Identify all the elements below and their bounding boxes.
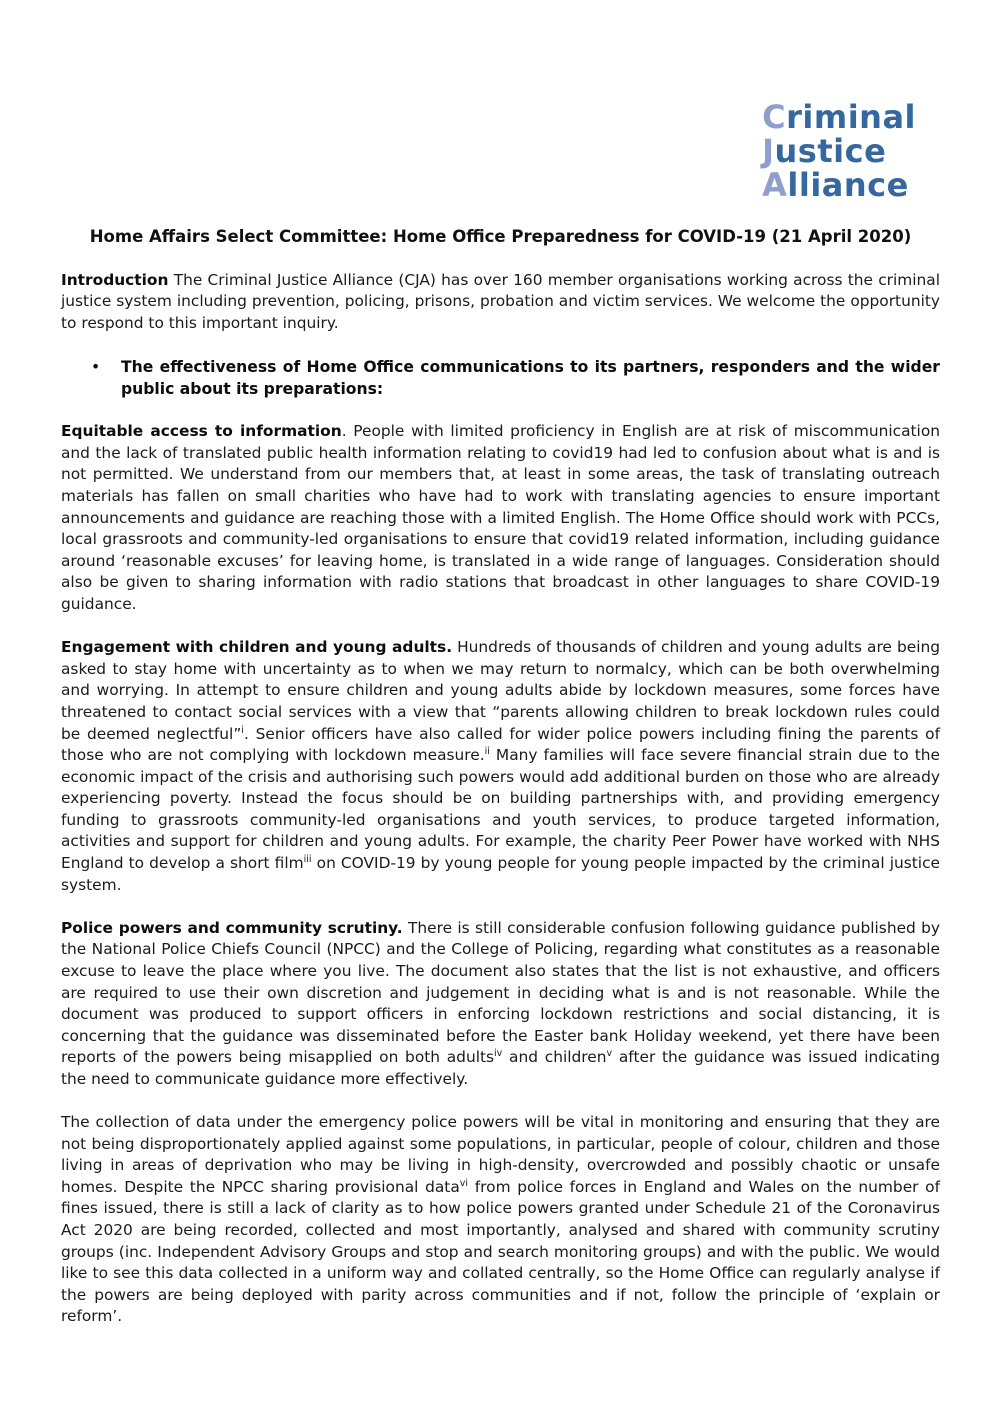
- logo-line-alliance: [762, 168, 916, 202]
- logo-initial-a: A: [762, 166, 788, 204]
- logo-line-justice: [762, 134, 916, 168]
- document-title: Home Affairs Select Committee: Home Office Preparedness for COVID-19 (21 April 2020): [89, 227, 912, 246]
- logo-rest-justice: ustice: [774, 132, 887, 170]
- text-run: . Senior officers have also called for wider police powers including fining the parents of those who are not complying with lockdown measure.: [61, 724, 940, 765]
- bullet-text: The effectiveness of Home Office communications to its partners, responders and the wider public about its preparations:: [121, 357, 940, 398]
- logo-line-criminal: [762, 100, 916, 134]
- text-run: on COVID-19 by young people for young people impacted by the criminal justice system.: [61, 854, 940, 894]
- footnote-ref-v: v: [606, 1048, 613, 1060]
- logo-initial-j: J: [762, 132, 775, 170]
- footnote-ref-i: i: [241, 724, 244, 736]
- paragraph-lead: Equitable access to information: [61, 422, 342, 441]
- paragraph-equitable-access: [61, 421, 940, 615]
- text-run: The collection of data under the emergency police powers will be vital in monitoring and ensuring that they are not being disproportionately applied against some populations, in particular, people of colour, children and those living in areas of deprivation who may be living in high-density, overcrowded and possibly chaotic or unsafe homes. Despite the NPCC sharing provisional data: [61, 1113, 940, 1196]
- logo-rest-alliance: lliance: [787, 166, 909, 204]
- footnote-ref-vi: vi: [459, 1177, 469, 1189]
- paragraph-lead: Engagement with children and young adults.: [61, 638, 453, 657]
- paragraph-data-collection: [61, 1112, 940, 1328]
- logo-rest-criminal: riminal: [786, 98, 916, 136]
- text-run: from police forces in England and Wales on the number of fines issued, there is still a lack of clarity as to how police powers granted under Schedule 21 of the Coronavirus Act 2020 are being recorded, collected and most importantly, analysed and shared with community scrutiny groups (inc. Independent Advisory Groups and stop and search monitoring groups) and with the public. We would like to see this data collected in a uniform way and collated centrally, so the Home Office can regularly analyse if the powers are being deployed with parity across communities and if not, follow the principle of ‘explain or reform’.: [61, 1177, 941, 1326]
- paragraph-introduction: [61, 270, 940, 335]
- text-run: after the guidance was issued indicating the need to communicate guidance more effectively.: [61, 1048, 940, 1088]
- paragraph-police-powers: [61, 918, 940, 1091]
- text-run: The Criminal Justice Alliance (CJA) has over 160 member organisations working across the criminal justice system including prevention, policing, prisons, probation and victim services. We welcome the opportunity to respond to this important inquiry.: [61, 270, 940, 332]
- bullet-icon: •: [91, 357, 101, 376]
- paragraph-engagement: [61, 637, 940, 896]
- footnote-ref-iv: iv: [494, 1048, 503, 1060]
- text-run: Many families will face severe financial strain due to the economic impact of the crisis and authorising such powers would add additional burden on those who are already experiencing poverty. Instead the focus should be on building partnerships with, and providing emergency funding to grassroots community-led organisations and youth services, to produce targeted information, activities and support for children and young adults. For example, the charity Peer Power have worked with NHS England to develop a short film: [61, 746, 940, 873]
- paragraph-lead: Police powers and community scrutiny.: [61, 918, 403, 937]
- text-run: Hundreds of thousands of children and young adults are being asked to stay home with uncertainty as to when we may return to normalcy, which can be both overwhelming and worrying. In attempt to ensure children and young adults abide by lockdown measures, some forces have threatened to contact social services with a view that “parents allowing children to break lockdown rules could be deemed neglectful”: [61, 638, 940, 743]
- text-run: There is still considerable confusion following guidance published by the National Police Chiefs Council (NPCC) and the College of Policing, regarding what constitutes as a reasonable excuse to leave the place where you live. The document also states that the list is not exhaustive, and officers are required to use their own discretion and judgement in deciding what is and is not reasonable. While the document was produced to support officers in enforcing lockdown restrictions and social distancing, it is concerning that the guidance was disseminated before the Easter bank Holiday weekend, yet there have been reports of the powers being misapplied on both adults: [61, 918, 940, 1067]
- footnote-ref-iii: iii: [303, 853, 312, 865]
- cja-logo: [762, 100, 916, 202]
- bullet-item-communications: [61, 356, 940, 400]
- introduction-lead: Introduction: [61, 270, 169, 289]
- logo-initial-c: C: [762, 98, 787, 136]
- text-run: and children: [502, 1048, 607, 1067]
- text-run: . People with limited proficiency in English are at risk of miscommunication and the lack of translated public health information relating to covid19 had led to confusion about what is and is not permitted. We understand from our members that, at least in some areas, the task of translating outreach materials has fallen on small charities who have had to work with translating agencies to ensure important announcements and guidance are reaching those with a limited English. The Home Office should work with PCCs, local grassroots and community-led organisations to ensure that covid19 related information, including guidance around ‘reasonable excuses’ for leaving home, is translated in a wide range of languages. Consideration should also be given to sharing information with radio stations that broadcast in other languages to share COVID-19 guidance.: [61, 422, 941, 614]
- footnote-ref-ii: ii: [484, 745, 490, 757]
